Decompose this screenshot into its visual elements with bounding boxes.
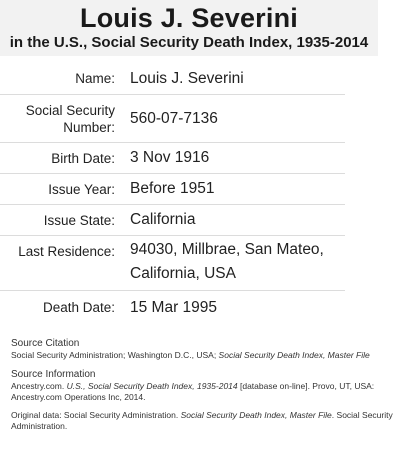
field-row-ssn [0, 95, 345, 143]
field-row-issue-state [0, 205, 345, 236]
field-row-name [0, 63, 345, 95]
info-plain: Ancestry.com. [11, 380, 67, 391]
original-data-line: Administration. [11, 421, 68, 431]
source-citation-text [11, 350, 406, 362]
original-plain: . Social Security [331, 409, 393, 420]
field-label: Birth Date: [51, 150, 115, 166]
field-label: Name: [75, 71, 115, 86]
field-row-issue-year [0, 174, 345, 205]
info-italic: U.S., Social Security Death Index, 1935-2014 [66, 380, 238, 391]
source-information-heading: Source Information [11, 368, 96, 380]
field-value: 15 Mar 1995 [130, 298, 218, 316]
field-value-line: 94030, Millbrae, San Mateo, [130, 241, 324, 258]
original-data [11, 410, 406, 433]
original-italic: Social Security Death Index, Master File [180, 409, 332, 420]
field-value: Louis J. Severini [130, 69, 244, 87]
field-row-last-residence [0, 236, 345, 291]
source-citation [11, 337, 406, 362]
record-fields [0, 63, 345, 324]
field-value-line: California, USA [130, 265, 236, 282]
collection-title: in the U.S., Social Security Death Index, 1935-2014 [9, 34, 369, 51]
field-value: 560-07-7136 [130, 109, 218, 127]
source-section [11, 337, 406, 439]
original-plain: Original data: Social Security Administration. [11, 409, 181, 420]
field-value: Before 1951 [130, 180, 215, 197]
citation-plain: Social Security Administration; Washington D.C., USA; [11, 350, 219, 360]
source-citation-heading: Source Citation [11, 338, 80, 349]
field-label: Issue State: [43, 212, 115, 228]
record-header [0, 0, 378, 56]
original-data-line [11, 410, 406, 422]
field-label-line: Social Security [25, 102, 115, 118]
field-label: Last Residence: [18, 244, 115, 259]
field-value: 3 Nov 1916 [130, 149, 210, 166]
field-value: California [130, 211, 196, 228]
field-label [0, 102, 115, 136]
field-label: Issue Year: [48, 181, 115, 197]
field-row-death-date [0, 291, 345, 324]
person-name-title: Louis J. Severini [80, 3, 298, 33]
field-label-line: Number: [63, 119, 115, 135]
source-information-line: Ancestry.com Operations Inc, 2014. [11, 392, 146, 402]
citation-italic: Social Security Death Index, Master File [218, 350, 370, 360]
field-row-birth-date [0, 143, 345, 174]
info-plain: [database on-line]. Provo, UT, USA: [237, 380, 375, 391]
field-label: Death Date: [42, 300, 115, 315]
field-value [115, 236, 324, 286]
source-information [11, 368, 406, 404]
source-information-line [11, 381, 406, 393]
